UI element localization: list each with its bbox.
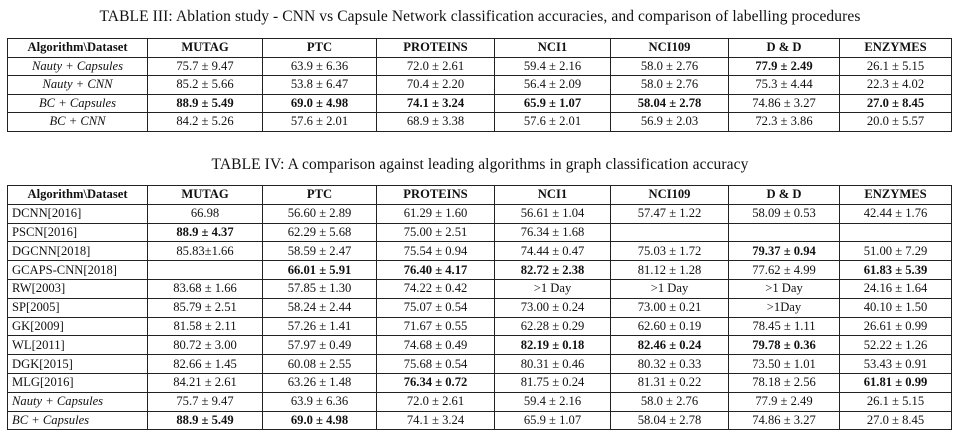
accuracy-cell: 65.9 ± 1.07 <box>495 94 611 113</box>
table-row <box>8 242 952 261</box>
accuracy-cell: 73.50 ± 1.01 <box>729 355 840 374</box>
algorithm-name-cell: PSCN[2016] <box>8 223 148 242</box>
table-row <box>8 411 952 430</box>
accuracy-cell: 85.83±1.66 <box>148 242 263 261</box>
accuracy-cell: 57.6 ± 2.01 <box>263 113 377 132</box>
accuracy-cell: 59.4 ± 2.16 <box>495 57 611 76</box>
table3-caption: TABLE III: Ablation study - CNN vs Capsule Network classification accuracies, and comparison of labelling procedures <box>99 8 861 25</box>
header-ptc: PTC <box>263 186 377 205</box>
accuracy-cell: 82.46 ± 0.24 <box>611 336 729 355</box>
accuracy-cell: 69.0 ± 4.98 <box>263 411 377 430</box>
accuracy-cell: 57.47 ± 1.22 <box>611 204 729 223</box>
accuracy-cell: 20.0 ± 5.57 <box>840 113 952 132</box>
header-d-d: D & D <box>729 39 840 58</box>
algorithm-name-cell: Nauty + CNN <box>8 76 148 95</box>
accuracy-cell: 79.37 ± 0.94 <box>729 242 840 261</box>
table4-body <box>8 204 952 430</box>
accuracy-cell: 76.34 ± 1.68 <box>495 223 611 242</box>
header-ptc: PTC <box>263 39 377 58</box>
accuracy-cell: 58.04 ± 2.78 <box>611 94 729 113</box>
accuracy-cell <box>729 223 840 242</box>
accuracy-cell <box>840 223 952 242</box>
table-row <box>8 223 952 242</box>
accuracy-cell: 78.18 ± 2.56 <box>729 373 840 392</box>
accuracy-cell: 78.45 ± 1.11 <box>729 317 840 336</box>
accuracy-cell: 66.01 ± 5.91 <box>263 261 377 280</box>
accuracy-cell: 75.7 ± 9.47 <box>148 57 263 76</box>
accuracy-cell: 74.68 ± 0.49 <box>377 336 495 355</box>
accuracy-cell: 40.10 ± 1.50 <box>840 298 952 317</box>
algorithm-name-cell: BC + Capsules <box>8 411 148 430</box>
accuracy-cell: 57.85 ± 1.30 <box>263 279 377 298</box>
header-d-d: D & D <box>729 186 840 205</box>
accuracy-cell: 58.09 ± 0.53 <box>729 204 840 223</box>
accuracy-cell: 63.26 ± 1.48 <box>263 373 377 392</box>
header-algorithm-dataset: Algorithm\Dataset <box>8 39 148 58</box>
accuracy-cell: 81.31 ± 0.22 <box>611 373 729 392</box>
accuracy-cell: 58.24 ± 2.44 <box>263 298 377 317</box>
accuracy-cell: 74.86 ± 3.27 <box>729 94 840 113</box>
header-mutag: MUTAG <box>148 186 263 205</box>
accuracy-cell: 88.9 ± 5.49 <box>148 411 263 430</box>
algorithm-name-cell: WL[2011] <box>8 336 148 355</box>
accuracy-cell: >1 Day <box>495 279 611 298</box>
algorithm-name-cell: DGK[2015] <box>8 355 148 374</box>
table-row <box>8 279 952 298</box>
accuracy-cell: 80.72 ± 3.00 <box>148 336 263 355</box>
algorithm-name-cell: Nauty + Capsules <box>8 392 148 411</box>
accuracy-cell: 74.44 ± 0.47 <box>495 242 611 261</box>
algorithm-name-cell: SP[2005] <box>8 298 148 317</box>
accuracy-cell: 76.34 ± 0.72 <box>377 373 495 392</box>
header-nci1: NCI1 <box>495 186 611 205</box>
table-row <box>8 113 952 132</box>
accuracy-cell: 75.3 ± 4.44 <box>729 76 840 95</box>
comparison-table <box>7 185 952 430</box>
accuracy-cell: 58.59 ± 2.47 <box>263 242 377 261</box>
accuracy-cell: 60.08 ± 2.55 <box>263 355 377 374</box>
accuracy-cell: 88.9 ± 5.49 <box>148 94 263 113</box>
accuracy-cell: 52.22 ± 1.26 <box>840 336 952 355</box>
accuracy-cell: 82.19 ± 0.18 <box>495 336 611 355</box>
header-nci109: NCI109 <box>611 186 729 205</box>
accuracy-cell: 26.1 ± 5.15 <box>840 392 952 411</box>
accuracy-cell: 72.0 ± 2.61 <box>377 392 495 411</box>
table-row <box>8 298 952 317</box>
accuracy-cell: >1Day <box>729 298 840 317</box>
table-row <box>8 76 952 95</box>
accuracy-cell: 63.9 ± 6.36 <box>263 57 377 76</box>
accuracy-cell: 58.0 ± 2.76 <box>611 76 729 95</box>
accuracy-cell: 56.4 ± 2.09 <box>495 76 611 95</box>
accuracy-cell: 72.3 ± 3.86 <box>729 113 840 132</box>
accuracy-cell: >1 Day <box>729 279 840 298</box>
accuracy-cell: 84.21 ± 2.61 <box>148 373 263 392</box>
algorithm-name-cell: Nauty + Capsules <box>8 57 148 76</box>
accuracy-cell: 58.0 ± 2.76 <box>611 57 729 76</box>
table-row <box>8 57 952 76</box>
header-mutag: MUTAG <box>148 39 263 58</box>
accuracy-cell: 51.00 ± 7.29 <box>840 242 952 261</box>
table3-header-row <box>8 39 952 58</box>
accuracy-cell: 53.43 ± 0.91 <box>840 355 952 374</box>
accuracy-cell: 56.60 ± 2.89 <box>263 204 377 223</box>
algorithm-name-cell: BC + CNN <box>8 113 148 132</box>
accuracy-cell: 62.28 ± 0.29 <box>495 317 611 336</box>
accuracy-cell: 83.68 ± 1.66 <box>148 279 263 298</box>
accuracy-cell: 42.44 ± 1.76 <box>840 204 952 223</box>
accuracy-cell: 79.78 ± 0.36 <box>729 336 840 355</box>
table-row <box>8 204 952 223</box>
header-algorithm-dataset: Algorithm\Dataset <box>8 186 148 205</box>
algorithm-name-cell: DCNN[2016] <box>8 204 148 223</box>
accuracy-cell: 68.9 ± 3.38 <box>377 113 495 132</box>
accuracy-cell: 74.1 ± 3.24 <box>377 94 495 113</box>
accuracy-cell: 56.9 ± 2.03 <box>611 113 729 132</box>
accuracy-cell: 62.29 ± 5.68 <box>263 223 377 242</box>
table-row <box>8 355 952 374</box>
accuracy-cell: 61.29 ± 1.60 <box>377 204 495 223</box>
header-proteins: PROTEINS <box>377 39 495 58</box>
table3-body <box>8 57 952 131</box>
algorithm-name-cell: GCAPS-CNN[2018] <box>8 261 148 280</box>
accuracy-cell: 72.0 ± 2.61 <box>377 57 495 76</box>
accuracy-cell: 27.0 ± 8.45 <box>840 411 952 430</box>
accuracy-cell: 65.9 ± 1.07 <box>495 411 611 430</box>
accuracy-cell: 75.68 ± 0.54 <box>377 355 495 374</box>
accuracy-cell: 53.8 ± 6.47 <box>263 76 377 95</box>
header-nci109: NCI109 <box>611 39 729 58</box>
accuracy-cell: 75.54 ± 0.94 <box>377 242 495 261</box>
accuracy-cell: 80.31 ± 0.46 <box>495 355 611 374</box>
accuracy-cell: 26.61 ± 0.99 <box>840 317 952 336</box>
accuracy-cell: 75.7 ± 9.47 <box>148 392 263 411</box>
accuracy-cell: 58.04 ± 2.78 <box>611 411 729 430</box>
accuracy-cell: 85.2 ± 5.66 <box>148 76 263 95</box>
table-row <box>8 373 952 392</box>
accuracy-cell: 66.98 <box>148 204 263 223</box>
table4-header-row <box>8 186 952 205</box>
accuracy-cell: 81.12 ± 1.28 <box>611 261 729 280</box>
accuracy-cell: 81.75 ± 0.24 <box>495 373 611 392</box>
header-enzymes: ENZYMES <box>840 39 952 58</box>
header-enzymes: ENZYMES <box>840 186 952 205</box>
accuracy-cell: 71.67 ± 0.55 <box>377 317 495 336</box>
table-row <box>8 94 952 113</box>
accuracy-cell: 84.2 ± 5.26 <box>148 113 263 132</box>
accuracy-cell: 56.61 ± 1.04 <box>495 204 611 223</box>
accuracy-cell: 73.00 ± 0.21 <box>611 298 729 317</box>
accuracy-cell: 77.9 ± 2.49 <box>729 392 840 411</box>
table4-caption: TABLE IV: A comparison against leading algorithms in graph classification accuracy <box>211 156 749 173</box>
accuracy-cell: 74.22 ± 0.42 <box>377 279 495 298</box>
algorithm-name-cell: GK[2009] <box>8 317 148 336</box>
accuracy-cell: 85.79 ± 2.51 <box>148 298 263 317</box>
accuracy-cell: 75.07 ± 0.54 <box>377 298 495 317</box>
accuracy-cell: 27.0 ± 8.45 <box>840 94 952 113</box>
accuracy-cell: 58.0 ± 2.76 <box>611 392 729 411</box>
accuracy-cell: 82.72 ± 2.38 <box>495 261 611 280</box>
accuracy-cell: 77.62 ± 4.99 <box>729 261 840 280</box>
accuracy-cell: 26.1 ± 5.15 <box>840 57 952 76</box>
accuracy-cell: 82.66 ± 1.45 <box>148 355 263 374</box>
accuracy-cell: 80.32 ± 0.33 <box>611 355 729 374</box>
table-row <box>8 261 952 280</box>
algorithm-name-cell: MLG[2016] <box>8 373 148 392</box>
accuracy-cell <box>148 261 263 280</box>
accuracy-cell: 81.58 ± 2.11 <box>148 317 263 336</box>
accuracy-cell: 57.26 ± 1.41 <box>263 317 377 336</box>
accuracy-cell: 61.83 ± 5.39 <box>840 261 952 280</box>
accuracy-cell: 63.9 ± 6.36 <box>263 392 377 411</box>
accuracy-cell <box>611 223 729 242</box>
accuracy-cell: 24.16 ± 1.64 <box>840 279 952 298</box>
accuracy-cell: 57.97 ± 0.49 <box>263 336 377 355</box>
accuracy-cell: 62.60 ± 0.19 <box>611 317 729 336</box>
accuracy-cell: 74.86 ± 3.27 <box>729 411 840 430</box>
accuracy-cell: 77.9 ± 2.49 <box>729 57 840 76</box>
ablation-table <box>7 38 952 132</box>
accuracy-cell: 22.3 ± 4.02 <box>840 76 952 95</box>
accuracy-cell: 76.40 ± 4.17 <box>377 261 495 280</box>
algorithm-name-cell: RW[2003] <box>8 279 148 298</box>
algorithm-name-cell: DGCNN[2018] <box>8 242 148 261</box>
table-row <box>8 317 952 336</box>
accuracy-cell: 75.03 ± 1.72 <box>611 242 729 261</box>
algorithm-name-cell: BC + Capsules <box>8 94 148 113</box>
accuracy-cell: 88.9 ± 4.37 <box>148 223 263 242</box>
accuracy-cell: 59.4 ± 2.16 <box>495 392 611 411</box>
table-row <box>8 392 952 411</box>
header-nci1: NCI1 <box>495 39 611 58</box>
accuracy-cell: 73.00 ± 0.24 <box>495 298 611 317</box>
accuracy-cell: 57.6 ± 2.01 <box>495 113 611 132</box>
accuracy-cell: >1 Day <box>611 279 729 298</box>
accuracy-cell: 75.00 ± 2.51 <box>377 223 495 242</box>
accuracy-cell: 74.1 ± 3.24 <box>377 411 495 430</box>
accuracy-cell: 61.81 ± 0.99 <box>840 373 952 392</box>
header-proteins: PROTEINS <box>377 186 495 205</box>
table-row <box>8 336 952 355</box>
accuracy-cell: 69.0 ± 4.98 <box>263 94 377 113</box>
accuracy-cell: 70.4 ± 2.20 <box>377 76 495 95</box>
